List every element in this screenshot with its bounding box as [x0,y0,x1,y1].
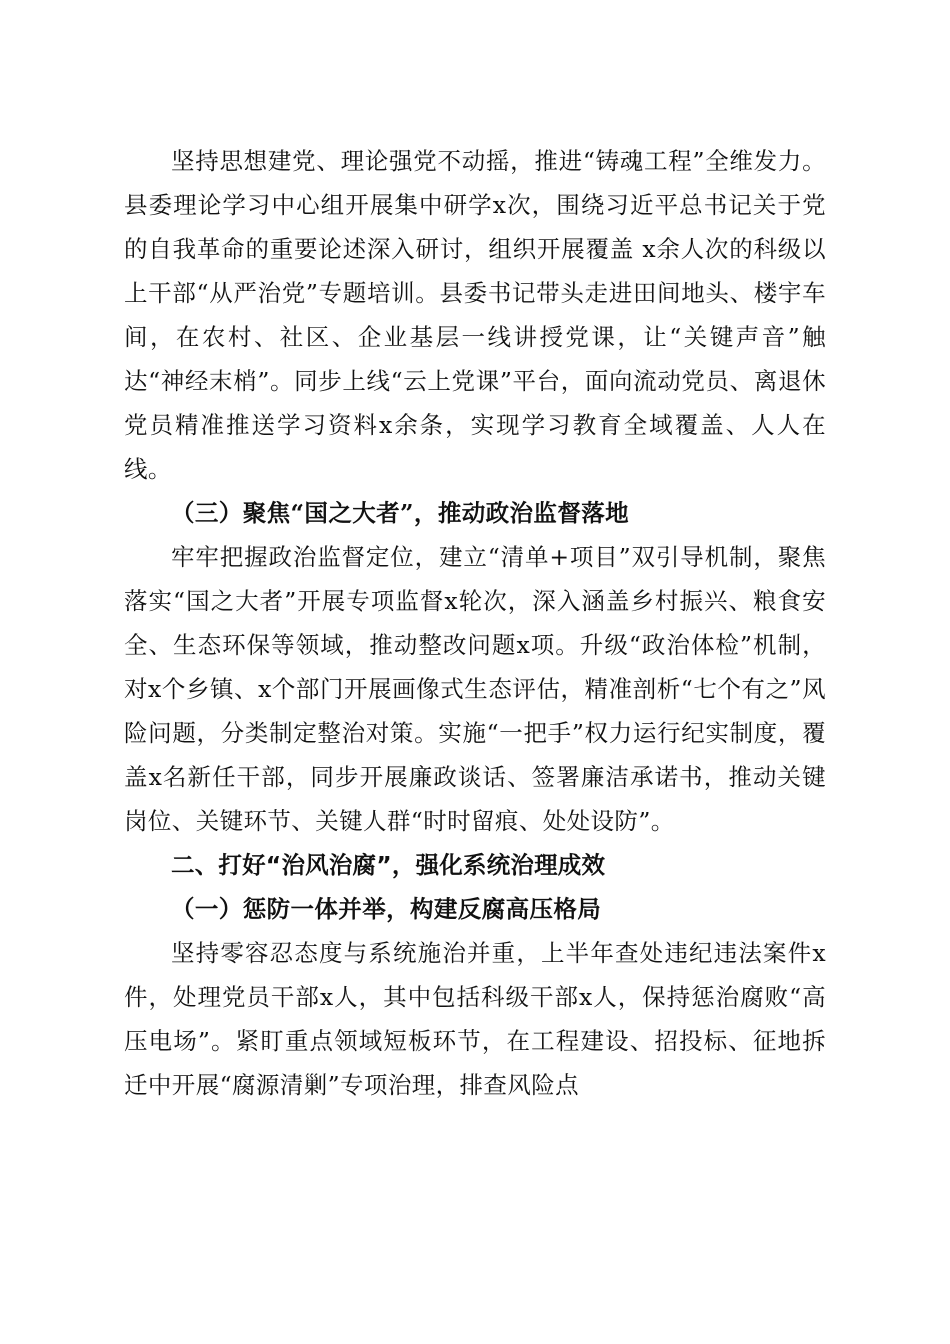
section-heading-governance: 二、打好“治风治腐”，强化系统治理成效 [171,851,606,879]
document-body [124,139,826,1107]
paragraph-anti-corruption: 坚持零容忍态度与系统施治并重，上半年查处违纪违法案件x件，处理党员干部x人，其中包括科级干部x人，保持惩治腐败“高压电场”。紧盯重点领域短板环节，在工程建设、招投标、征地拆迁中开展“腐源清剿”专项治理，排查风险点 [124,939,826,1099]
sub-heading-anti-corruption: （一）惩防一体并举，构建反腐高压格局 [171,895,602,923]
sub-heading-political-supervision: （三）聚焦“国之大者”，推动政治监督落地 [171,499,630,527]
paragraph-study-education: 坚持思想建党、理论强党不动摇，推进“铸魂工程”全维发力。县委理论学习中心组开展集中研学x次，围绕习近平总书记关于党的自我革命的重要论述深入研讨，组织开展覆盖 x余人次的科级以上干部“从严治党”专题培训。县委书记带头走进田间地头、楼宇车间，在农村、社区、企业基层一线讲授党课，让“关键声音”触达“神经末梢”。同步上线“云上党课”平台，面向流动党员、离退休党员精准推送学习资料x余条，实现学习教育全域覆盖、人人在线。 [124,147,826,483]
paragraph-political-supervision: 牢牢把握政治监督定位，建立“清单+项目”双引导机制，聚焦落实“国之大者”开展专项监督x轮次，深入涵盖乡村振兴、粮食安全、生态环保等领域，推动整改问题x项。升级“政治体检”机制，对x个乡镇、x个部门开展画像式生态评估，精准剖析“七个有之”风险问题，分类制定整治对策。实施“一把手”权力运行纪实制度，覆盖x名新任干部，同步开展廉政谈话、签署廉洁承诺书，推动关键岗位、关键环节、关键人群“时时留痕、处处设防”。 [124,543,826,835]
